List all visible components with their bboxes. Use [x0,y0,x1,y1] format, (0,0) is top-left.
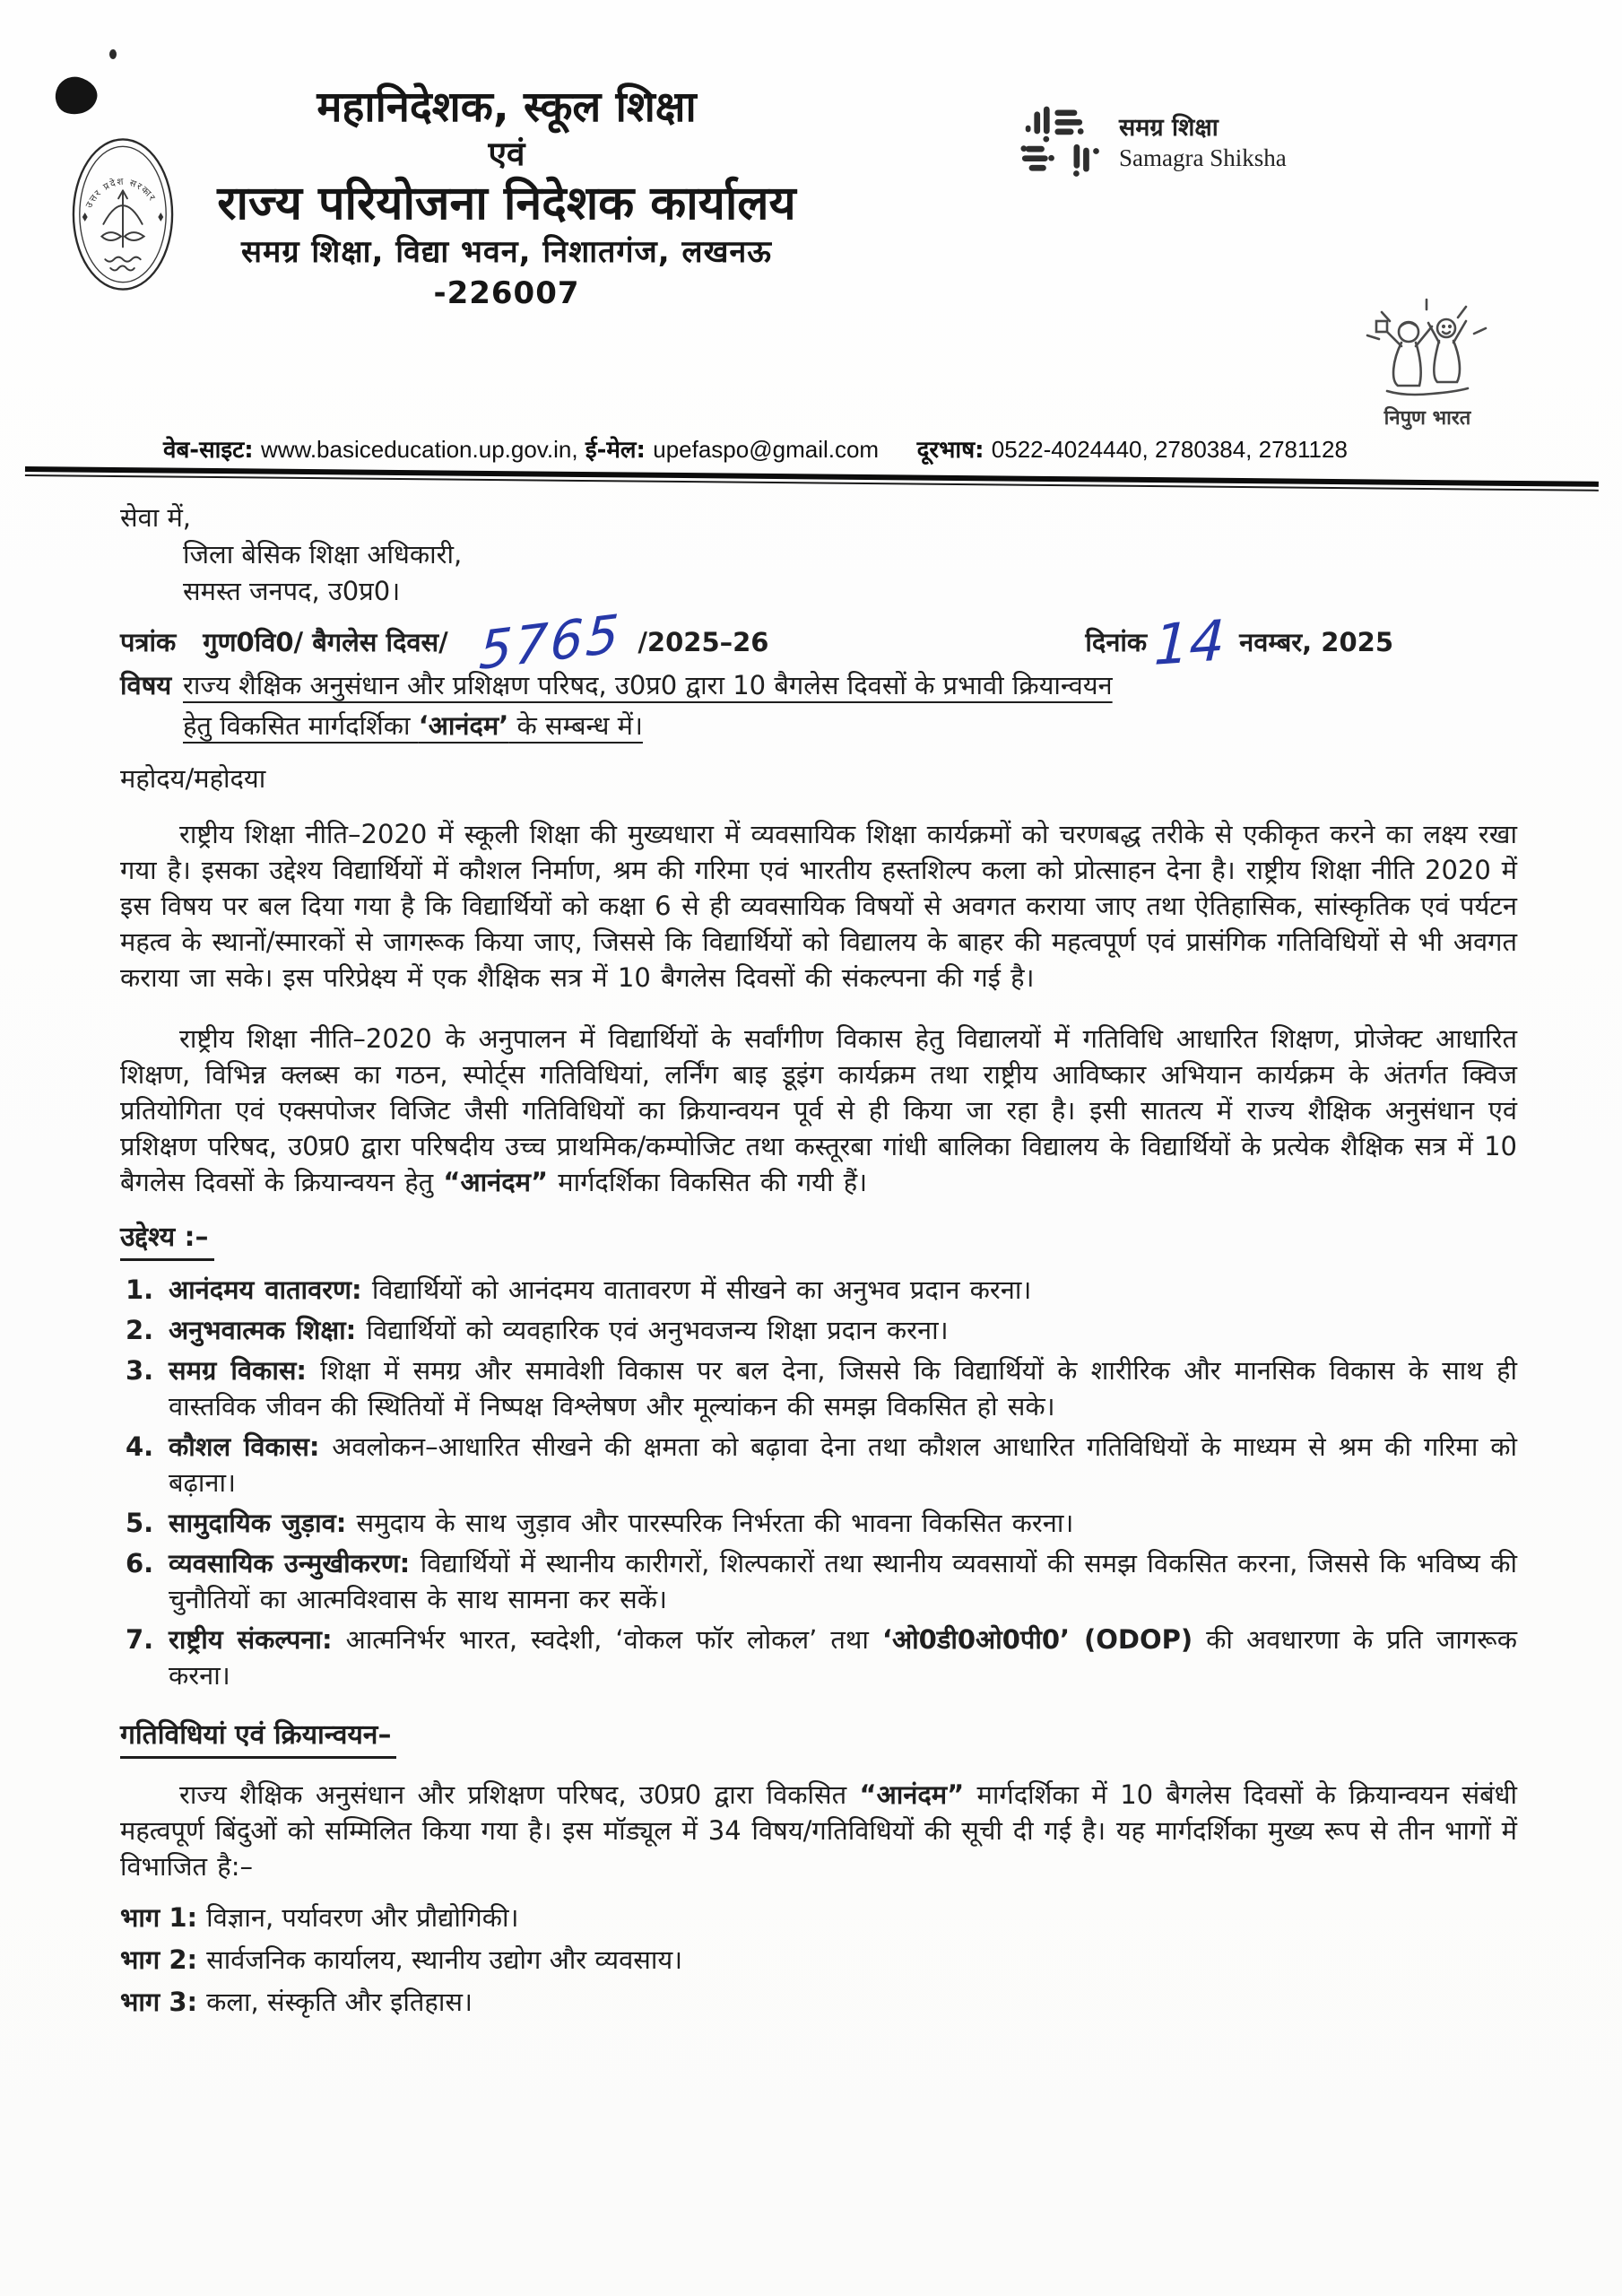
phone-label: दूरभाष: [916,437,984,464]
contact-line [163,432,1348,465]
paragraph-3: राज्य शैक्षिक अनुसंधान और प्रशिक्षण परिषद, उ0प्र0 द्वारा विकसित “आनंदम” मार्गदर्शिका में 10 बैगलेस दिवसों के क्रियान्वयन संबंधी महत्वपूर्ण बिंदुओं को सम्मिलित किया गया है। इस मॉड्यूल में 34 विषय/गतिविधियों की सूची दी गई है। यह मार्गदर्शिका मुख्य रूप से तीन भागों में विभाजित है:– [120,1779,1517,1882]
subject-label: विषय [120,670,172,700]
office-title-line2: एवं [488,135,525,173]
objective-item: 1. आनंदमय वातावरण: विद्यार्थियों को आनंदमय वातावरण में सीखने का अनुभव प्रदान करना। [126,1274,1032,1305]
paragraph-2: राष्ट्रीय शिक्षा नीति–2020 के अनुपालन में विद्यार्थियों के सर्वांगीण विकास हेतु विद्यालयों में गतिविधि आधारित शिक्षण, प्रोजेक्ट आधारित शिक्षण, विभिन्न क्लब्स का गठन, स्पोर्ट्स गतिविधियां, लर्निंग बाइ डूइंग कार्यक्रम तथा राष्ट्रीय आविष्कार अभियान कार्यक्रम के अंतर्गत क्विज प्रतियोगिता एवं एक्सपोजर विजिट जैसी गतिविधियों का क्रियान्वयन पूर्व से ही किया जा रहा है। इसी सातत्य में राज्य शैक्षिक अनुसंधान एवं प्रशिक्षण परिषद, उ0प्र0 द्वारा परिषदीय उच्च प्राथमिक/कम्पोजिट तथा कस्तूरबा गांधी बालिका विद्यालय के विद्यार्थियों के प्रत्येक शैक्षिक सत्र में 10 बैगलेस दिवसों के क्रियान्वयन हेतु “आनंदम” मार्गदर्शिका विकसित की गयी हैं। [120,1023,1517,1197]
nipun-bharat-icon [1351,298,1504,404]
objective-item: 7. राष्ट्रीय संकल्पना: आत्मनिर्भर भारत, स्वदेशी, ‘वोकल फॉर लोकल’ तथा ‘ओ0डी0ओ0पी0’ (ODOP) की अवधारणा के प्रति जागरूक करना। [126,1624,1517,1691]
greeting: महोदय/महोदया [120,763,266,794]
part-line: भाग 3: कला, संस्कृति और इतिहास। [120,1987,473,2017]
letterhead-title-block [197,83,816,314]
subject-line1: राज्य शैक्षिक अनुसंधान और प्रशिक्षण परिषद, उ0प्र0 द्वारा 10 बैगलेस दिवसों के प्रभावी क्रियान्वयन [183,670,1113,700]
letter-body [120,499,1517,2023]
objective-item: 6. व्यवसायिक उन्मुखीकरण: विद्यार्थियों में स्थानीय कारीगरों, शिल्पकारों तथा स्थानीय व्यवसायों की समझ विकसित करना, जिससे कि भविष्य की चुनौतियों का आत्मविश्वास के साथ सामना कर सकें। [126,1548,1517,1614]
subject-content [183,665,1517,746]
subject-row [120,665,1517,746]
svg-text:उत्तर प्रदेश सरकार: उत्तर प्रदेश सरकार [83,176,159,210]
samagra-shiksha-logo [1020,104,1287,178]
objective-item: 4. कौशल विकास: अवलोकन–आधारित सीखने की क्षमता को बढ़ावा देना तथा कौशल आधारित गतिविधियों के माध्यम से श्रम की गरिमा को बढ़ाना। [126,1431,1517,1498]
date-day-handwritten: 14 [1153,607,1227,678]
website-value: www.basiceducation.up.gov.in, [260,436,578,463]
reference-date-row [120,602,1517,683]
reference-label: पत्रांक [120,627,177,657]
ink-blot [52,73,101,119]
website-label: वेब-साइट: [163,437,254,464]
activities-heading: गतिविधियां एवं क्रियान्वयन– [120,1718,396,1759]
reference-number-handwritten: 5765 [477,602,623,683]
salutation-to: सेवा में, [120,502,192,533]
email-label: ई-मेल: [585,437,646,464]
addressee-line1: जिला बेसिक शिक्षा अधिकारी, [183,539,463,570]
samagra-shiksha-icon [1020,104,1106,178]
part-line: भाग 2: सार्वजनिक कार्यालय, स्थानीय उद्योग और व्यवसाय। [120,1944,683,1975]
phone-value: 0522-4024440, 2780384, 2781128 [991,436,1348,463]
header-divider [25,466,1599,487]
ink-speck [109,49,117,59]
email-value: upefaspo@gmail.com [653,436,880,463]
part-line: भाग 1: विज्ञान, पर्यावरण और प्रौद्योगिकी। [120,1902,519,1933]
objectives-heading: उद्देश्य :– [120,1220,214,1261]
nipun-bharat-logo [1338,298,1517,430]
reference-year: /2025–26 [638,627,769,657]
addressee-line2: समस्त जनपद, उ0प्र0। [183,576,401,606]
samagra-label-english: Samagra Shiksha [1119,144,1287,171]
date-label: दिनांक [1085,627,1148,657]
subject-line2: हेतु विकसित मार्गदर्शिका ‘आनंदम’ के सम्बन्ध में। [183,710,643,741]
nipun-bharat-label: निपुण भारत [1383,407,1471,430]
office-title-line1: महानिदेशक, स्कूल शिक्षा [317,83,697,132]
objective-item: 5. सामुदायिक जुड़ाव: समुदाय के साथ जुड़ाव और पारस्परिक निर्भरता की भावना विकसित करना। [126,1508,1074,1538]
reference-text: गुण0वि0/ बैगलेस दिवस/ [203,627,448,657]
paragraph-1: राष्ट्रीय शिक्षा नीति–2020 में स्कूली शिक्षा की मुख्यधारा में व्यवसायिक शिक्षा कार्यक्रमों को चरणबद्ध तरीके से एकीकृत करने का लक्ष्य रखा गया है। इसका उद्देश्य विद्यार्थियों में कौशल निर्माण, श्रम की गरिमा एवं भारतीय हस्तशिल्प कला को प्रोत्साहन देना है। राष्ट्रीय शिक्षा नीति 2020 में इस विषय पर बल दिया गया है कि विद्यार्थियों को कक्षा 6 से ही व्यवसायिक विषयों से अवगत कराया जाए तथा ऐतिहासिक, सांस्कृतिक एवं पर्यटन महत्व के स्थानों/स्मारकों से जागरूक किया जाए, जिससे कि विद्यार्थियों को विद्यालय के बाहर की महत्वपूर्ण एवं प्रासंगिक गतिविधियों से भी अवगत कराया जा सके। इस परिप्रेक्ष्य में एक शैक्षिक सत्र में 10 बैगलेस दिवसों की संकल्पना की गई है। [120,819,1517,993]
up-government-emblem-icon [70,135,176,294]
objective-item: 3. समग्र विकास: शिक्षा में समग्र और समावेशी विकास पर बल देना, जिससे कि विद्यार्थियों के शारीरिक और मानसिक विकास के साथ ही वास्तविक जीवन की स्थितियों में निष्पक्ष विश्लेषण और मूल्यांकन की समझ विकसित हो सके। [126,1355,1517,1422]
date-month-year: नवम्बर, 2025 [1239,627,1393,657]
office-address: समग्र शिक्षा, विद्या भवन, निशातगंज, लखनऊ -226007 [241,234,772,311]
objective-item: 2. अनुभवात्मक शिक्षा: विद्यार्थियों को व्यवहारिक एवं अनुभवजन्य शिक्षा प्रदान करना। [126,1315,949,1345]
office-title-line3: राज्य परियोजना निदेशक कार्यालय [217,177,796,230]
samagra-label-hindi: समग्र शिक्षा [1119,114,1219,142]
